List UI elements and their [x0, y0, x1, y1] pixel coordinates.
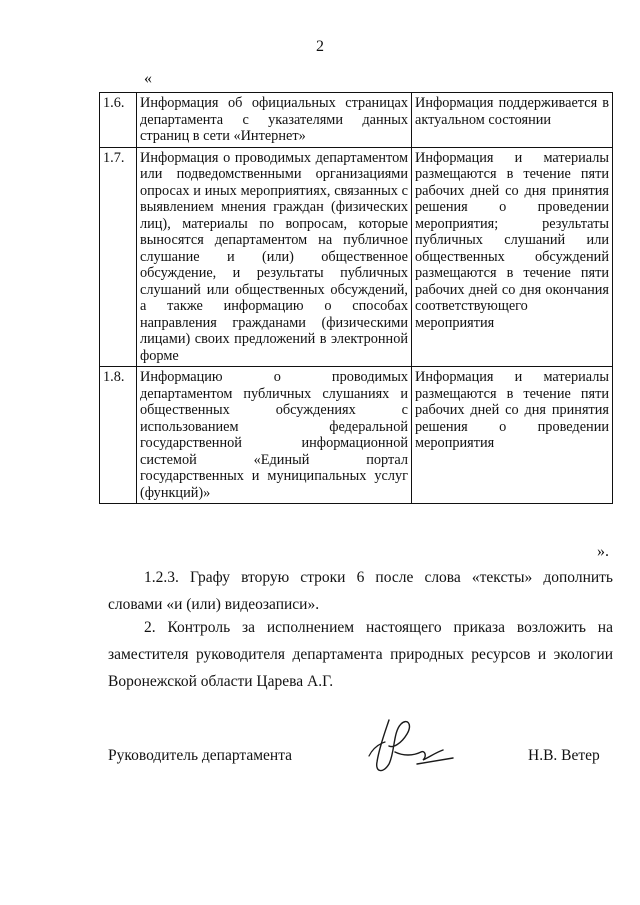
table-row [100, 367, 613, 504]
info-cell: Информацию о проводимых департаментом публичных слушаниях и общественных обсуждениях с использованием федеральной государственной информационной системой «Единый портал государственных и муниципальных услуг (функций)» [137, 367, 412, 504]
signatory-role: Руководитель департамента [108, 747, 293, 764]
paragraph-2: 2. Контроль за исполнением настоящего приказа возложить на заместителя руководителя департамента природных ресурсов и экологии Воронежской области Царева А.Г. [108, 619, 613, 690]
info-cell: Информация о проводимых департаментом или подведомственными организациями опросах и иных мероприятиях, связанных с выявлением мнения граждан (физических лиц), материалы по вопросам, которые выносятся департаментом на публичное слушание и (или) общественное обсуждение, и результаты публичных слушаний или общественных обсуждений, а также информацию о способах направления гражданами (физическими лицами) своих предложений в электронной форме [137, 147, 412, 367]
term-cell: Информация и материалы размещаются в течение пяти рабочих дней со дня принятия решения о проведении мероприятия; результаты публичных слушаний или общественных обсуждений размещаются в течение пяти рабочих дней со дня окончания соответствующего мероприятия [412, 147, 613, 367]
term-cell: Информация поддерживается в актуальном состоянии [412, 93, 613, 148]
row-number: 1.8. [100, 367, 137, 504]
row-number: 1.6. [100, 93, 137, 148]
table-row [100, 147, 613, 367]
handwritten-signature [355, 712, 460, 782]
opening-quote: « [144, 70, 152, 87]
term-cell: Информация и материалы размещаются в течение пяти рабочих дней со дня принятия решения о проведении мероприятия [412, 367, 613, 504]
signatory-name: Н.В. Ветер [528, 747, 600, 764]
info-cell: Информация об официальных страницах департамента с указателями данных страниц в сети «Интернет» [137, 93, 412, 148]
paragraph-1-2-3: 1.2.3. Графу вторую строки 6 после слова «тексты» дополнить словами «и (или) видеозаписи». [108, 569, 613, 613]
closing-quote: ». [597, 543, 609, 560]
page-number: 2 [316, 38, 324, 55]
table-row [100, 93, 613, 148]
row-number: 1.7. [100, 147, 137, 367]
amendment-table [99, 92, 613, 504]
